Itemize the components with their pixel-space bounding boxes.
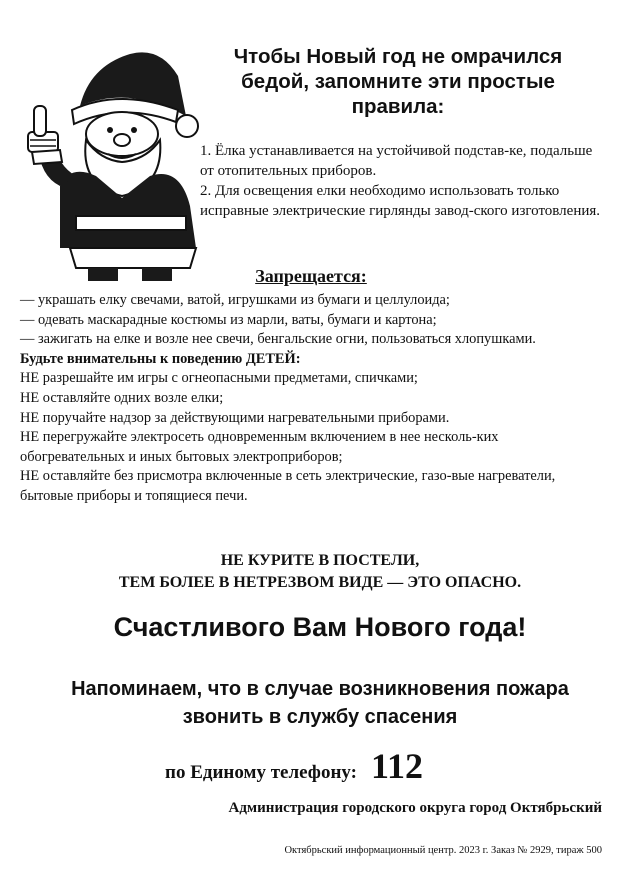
forbidden-title: Запрещается:	[255, 266, 367, 286]
phone-number: 112	[370, 746, 423, 786]
reminder-line-2: звонить в службу спасения	[182, 706, 458, 728]
forbidden-item: — одевать маскарадные костюмы из марли, ваты, бумаги и картона;	[20, 311, 437, 328]
children-item: НЕ оставляйте одних возле елки;	[20, 389, 224, 406]
warning-line-2: ТЕМ БОЛЕЕ В НЕТРЕЗВОМ ВИДЕ — ЭТО ОПАСНО.	[118, 574, 522, 591]
rule-item: 1. Ёлка устанавливается на устойчивой подстав-ке, подальше от отопительных приборов.	[200, 143, 593, 179]
children-item: НЕ разрешайте им игры с огнеопасными предметами, спичками;	[20, 370, 418, 387]
emergency-phone	[165, 745, 423, 787]
children-title: Будьте внимательны к поведению ДЕТЕЙ:	[20, 350, 301, 367]
phone-label: по Единому телефону:	[165, 762, 357, 783]
print-footer: Октябрьский информационный центр. 2023 г. Заказ № 2929, тираж 500	[284, 845, 602, 856]
santa-claus-illustration	[10, 36, 210, 281]
headline	[200, 44, 596, 119]
headline-line-2: бедой, запомните эти простые	[241, 70, 555, 93]
safety-text	[20, 291, 604, 507]
rules-list	[200, 141, 608, 221]
warning-line-1: НЕ КУРИТЕ В ПОСТЕЛИ,	[220, 552, 420, 569]
rule-item: 2. Для освещения елки необходимо использовать только исправные электрические гирлянды завод-ского изготовления.	[200, 183, 601, 219]
headline-line-1: Чтобы Новый год не омрачился	[233, 45, 563, 68]
reminder-line-1: Напоминаем, что в случае возникновения пожара	[71, 678, 569, 700]
administration-signature: Администрация городского округа город Октябрьский	[228, 800, 602, 816]
headline-line-3: правила:	[351, 95, 445, 118]
fire-reminder	[0, 675, 640, 731]
new-year-greeting: Счастливого Вам Нового года!	[113, 612, 527, 642]
children-item: НЕ оставляйте без присмотра включенные в сеть электрические, газо-вые нагреватели, бытовые приборы и топящиеся печи.	[20, 468, 556, 504]
children-item: НЕ перегружайте электросеть одновременным включением в нее несколь-ких обогревательных и иных бытовых электроприборов;	[20, 429, 499, 465]
forbidden-item: — украшать елку свечами, ватой, игрушками из бумаги и целлулоида;	[20, 292, 450, 308]
smoking-warning	[0, 550, 640, 594]
forbidden-item: — зажигать на елке и возле нее свечи, бенгальские огни, пользоваться хлопушками.	[20, 331, 536, 348]
children-item: НЕ поручайте надзор за действующими нагревательными приборами.	[20, 409, 450, 426]
